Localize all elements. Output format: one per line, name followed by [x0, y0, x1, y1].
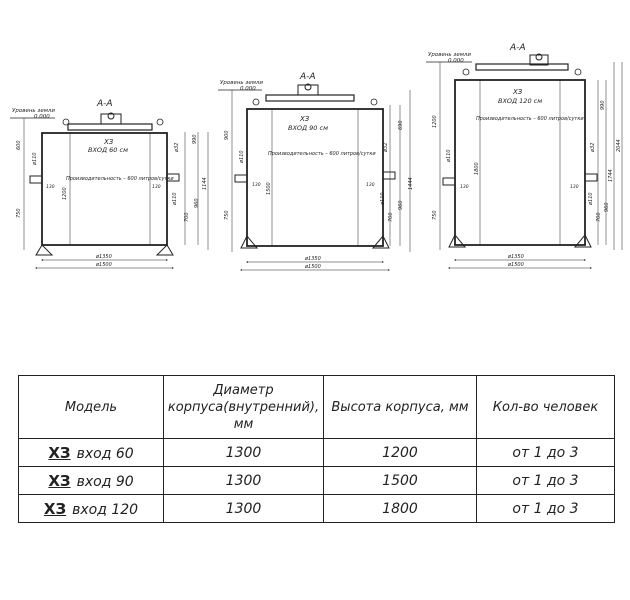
cell-height: 1200: [324, 439, 477, 467]
dim-width-outer: ø1500: [96, 262, 112, 268]
table-row: [19, 467, 615, 495]
dim-right-5: 700: [388, 212, 394, 222]
tank-model-label: ХЗ: [513, 88, 523, 96]
spec-table: [18, 375, 615, 523]
cell-diameter: 1300: [164, 495, 324, 523]
dim-right-6: 960: [398, 200, 404, 210]
lift-lug-icon: [157, 119, 163, 125]
cell-people: от 1 до 3: [477, 439, 615, 467]
cell-diameter: 1300: [164, 439, 324, 467]
header-people: Кол-во человек: [477, 376, 615, 439]
dim-width-outer: ø1500: [508, 262, 524, 268]
dim-width-inner: ø1350: [508, 254, 524, 260]
header-diameter-line3: мм: [233, 416, 254, 432]
lift-lug-icon: [575, 69, 581, 75]
pipe-dim-right: 130: [366, 183, 375, 188]
dim-right-6: 960: [194, 198, 200, 208]
header-diameter: [164, 376, 324, 439]
dim-left-1: 1200: [432, 115, 438, 128]
model-entry: вход 120: [72, 501, 139, 518]
tank-capacity-label: [476, 116, 584, 122]
dim-right-7: 960: [604, 202, 610, 212]
model-code: ХЗ: [48, 471, 71, 490]
ground-level-label: Уровень земли: [428, 52, 471, 58]
dim-right-2: 690: [398, 120, 404, 130]
header-height: Высота корпуса, мм: [324, 376, 477, 439]
dim-right-4: ø110: [172, 192, 178, 205]
cell-people: от 1 до 3: [477, 495, 615, 523]
dim-right-2: 990: [600, 100, 606, 110]
tank-drawing-120: [426, 43, 622, 268]
dim-left-4: 750: [432, 210, 438, 220]
table-row: [19, 495, 615, 523]
dim-left-2: ø110: [239, 150, 245, 163]
header-diameter-line2: корпуса(внутренний),: [167, 399, 320, 415]
dim-right-1: ø32: [174, 142, 180, 152]
pipe-dim-left: 130: [460, 185, 469, 190]
dim-left-4: 750: [224, 210, 230, 220]
cell-height: 1800: [324, 495, 477, 523]
tank-entry-label: ВХОД 60 см: [88, 146, 128, 154]
tank-model-label: ХЗ: [104, 138, 114, 146]
section-label: А-А: [97, 99, 113, 109]
dim-width-inner: ø1350: [96, 254, 112, 260]
ground-level-label: Уровень земли: [220, 80, 263, 86]
dim-left-2: ø110: [446, 149, 452, 162]
cell-diameter: 1300: [164, 467, 324, 495]
dim-right-5: ø110: [588, 192, 594, 205]
pipe-dim-right: 130: [152, 185, 161, 190]
dim-width-outer: ø1500: [305, 264, 321, 270]
dim-right-4: 2044: [616, 139, 622, 152]
dim-width-inner: ø1350: [305, 256, 321, 262]
lift-lug-icon: [371, 99, 377, 105]
tank-capacity-label: [66, 176, 174, 182]
cell-height: 1500: [324, 467, 477, 495]
dim-right-2: 990: [192, 134, 198, 144]
dim-right-4: ø110: [380, 192, 386, 205]
capacity-text: Производительность – 600 литров/сутки: [476, 116, 584, 122]
dim-right-1: ø32: [590, 142, 596, 152]
dim-right-3: 1444: [408, 177, 414, 190]
tank-drawing-60: [10, 99, 208, 268]
table-row: [19, 439, 615, 467]
tank-capacity-label: [268, 151, 376, 157]
dim-right-6: 700: [596, 212, 602, 222]
cell-model: [19, 467, 164, 495]
dim-left-3: 1200: [62, 187, 68, 200]
header-diameter-line1: Диаметр: [213, 382, 274, 398]
dim-right-5: 700: [184, 212, 190, 222]
cell-model: [19, 495, 164, 523]
model-entry: вход 60: [76, 445, 134, 462]
tank-drawing-90: [218, 72, 414, 270]
section-label: А-А: [300, 72, 316, 82]
cell-people: от 1 до 3: [477, 467, 615, 495]
dim-right-3: 1744: [608, 169, 614, 182]
dim-left-3: 1500: [266, 182, 272, 195]
zero-level-label: 0.000: [448, 58, 464, 64]
pipe-dim-right: 130: [570, 185, 579, 190]
dim-left-3: 1800: [474, 162, 480, 175]
zero-level-label: 0.000: [34, 114, 50, 120]
dim-left-4: 750: [16, 208, 22, 218]
cell-model: [19, 439, 164, 467]
tank-model-label: ХЗ: [300, 115, 310, 123]
tank-entry-label: ВХОД 120 см: [498, 97, 543, 105]
zero-level-label: 0.000: [240, 86, 256, 92]
model-code: ХЗ: [48, 443, 71, 462]
tank-entry-label: ВХОД 90 см: [288, 124, 328, 132]
capacity-text: Производительность – 600 литров/сутки: [268, 151, 376, 157]
dim-right-3: 1144: [202, 177, 208, 190]
pipe-dim-left: 130: [46, 185, 55, 190]
section-label: А-А: [510, 43, 526, 53]
ground-level-label: Уровень земли: [12, 108, 55, 114]
dim-left-1: 600: [16, 140, 22, 150]
dim-left-1: 900: [224, 130, 230, 140]
capacity-text: Производительность – 600 литров/сутки: [66, 176, 174, 182]
dim-left-2: ø110: [32, 152, 38, 165]
model-code: ХЗ: [43, 499, 67, 518]
pipe-dim-left: 130: [252, 183, 261, 188]
lift-lug-icon: [253, 99, 259, 105]
lift-lug-icon: [63, 119, 69, 125]
model-entry: вход 90: [76, 473, 134, 490]
header-model: Модель: [19, 376, 164, 439]
table-header-row: [19, 376, 615, 439]
dim-right-1: ø32: [383, 142, 389, 152]
lift-lug-icon: [463, 69, 469, 75]
